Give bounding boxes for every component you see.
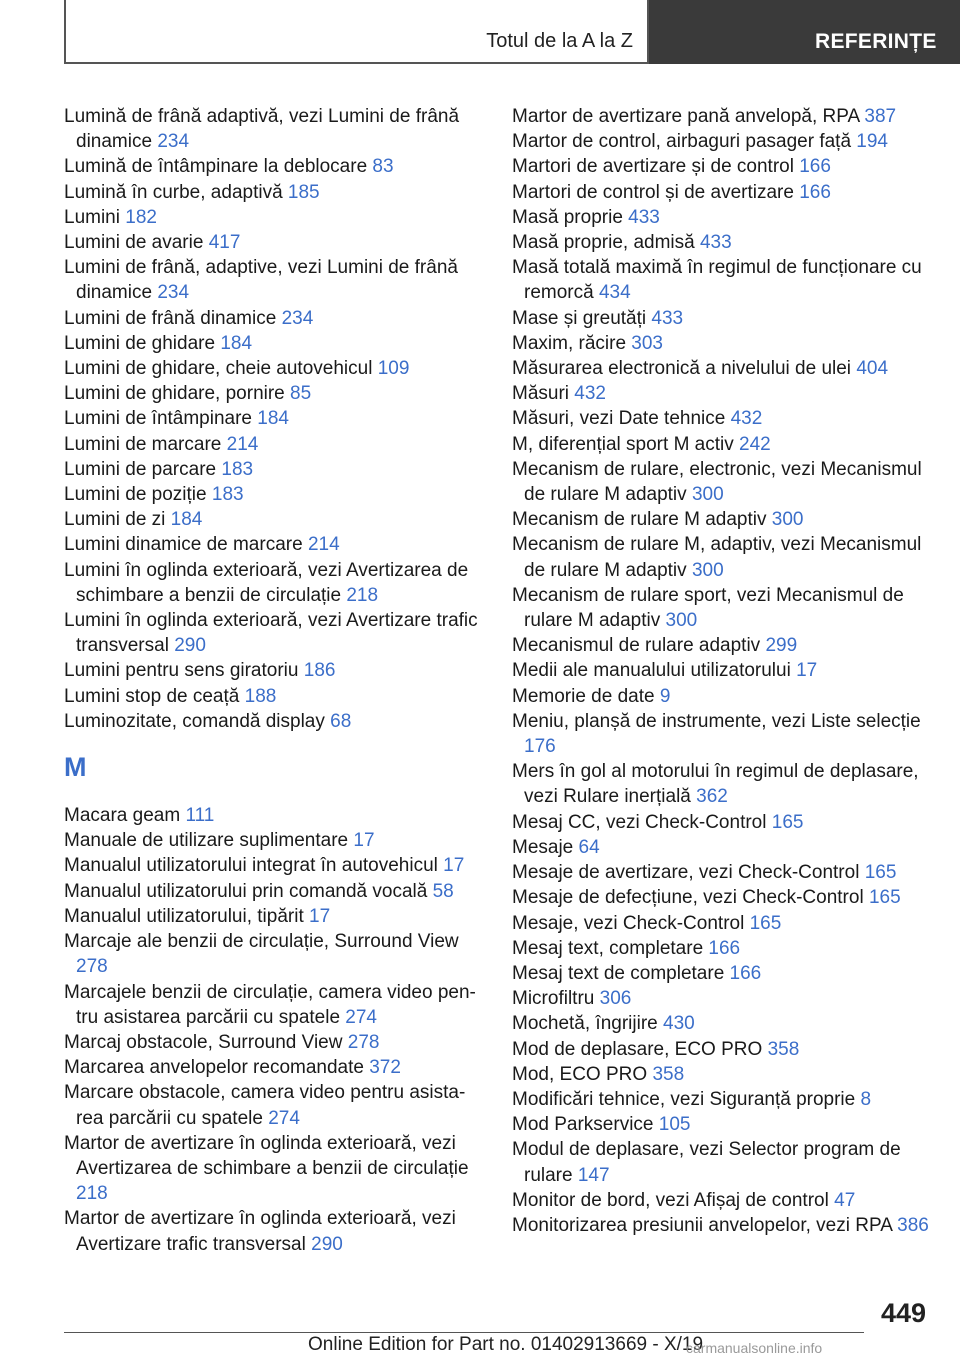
index-entry (64, 1080, 484, 1130)
index-entry (512, 961, 932, 986)
page-link[interactable]: 278 (347, 1031, 380, 1053)
page-link[interactable]: 184 (170, 509, 203, 531)
index-entry (512, 885, 932, 910)
entry-text: Masă proprie (512, 206, 623, 228)
footer-edition: Online Edition for Part no. 01402913669 - X/19 (308, 1334, 704, 1355)
entry-text: Microfiltru (512, 988, 595, 1010)
index-entry (512, 911, 932, 936)
index-entry (64, 457, 484, 482)
entry-text: M, diferențial sport M activ (512, 433, 734, 455)
index-entry (64, 1055, 484, 1080)
entry-text: Lumini de poziție (64, 484, 207, 506)
index-entry (512, 255, 932, 305)
index-entry (64, 356, 484, 381)
entry-text: Lumini (64, 206, 120, 228)
index-column-right (512, 104, 932, 1238)
entry-text: Mochetă, îngrijire (512, 1013, 658, 1035)
page-link[interactable]: 430 (663, 1013, 695, 1035)
page-link[interactable]: 404 (856, 358, 889, 380)
entry-text: Mecanism de rulare M, adaptiv, vezi Mecanismul de rulare M adaptiv (512, 534, 922, 581)
entry-text: Masă proprie, admisă (512, 232, 695, 254)
entry-text: Lumini în oglinda exterioară, vezi Avertizarea de schimbare a benzii de circulație (64, 559, 469, 606)
index-entry (64, 180, 484, 205)
index-entry (512, 810, 932, 835)
page-link[interactable]: 165 (868, 887, 901, 909)
index-list-m (64, 803, 484, 1257)
entry-text: Mesaje de defecțiune, vezi Check-Control (512, 887, 864, 909)
entry-text: Masă totală maximă în regimul de funcționare cu remorcă (512, 257, 922, 304)
page-link[interactable]: 290 (311, 1233, 343, 1255)
page-link[interactable]: 300 (691, 559, 724, 581)
entry-text: Lumini stop de ceață (64, 685, 240, 707)
entry-text: Manualul utilizatorului, tipărit (64, 905, 304, 927)
index-entry (64, 828, 484, 853)
index-entry (512, 1137, 932, 1187)
index-entry (512, 457, 932, 507)
entry-text: Lumină de frână adaptivă, vezi Lumini de frână dinamice (64, 106, 460, 153)
entry-text: Manuale de utilizare suplimentare (64, 830, 349, 852)
index-entry (512, 1213, 932, 1238)
index-entry (512, 406, 932, 431)
index-entry (512, 1112, 932, 1137)
index-entry (512, 507, 932, 532)
page-link[interactable]: 372 (369, 1057, 401, 1079)
index-entry (64, 904, 484, 929)
entry-text: Macara geam (64, 805, 181, 827)
entry-text: Martor de avertizare în oglinda exterioară, vezi Avertizarea de schimbare a benzii de circulație (64, 1132, 469, 1179)
page-link[interactable]: 47 (834, 1189, 856, 1211)
entry-text: Marcare obstacole, camera video pentru asistarea parcării cu spatele (64, 1082, 466, 1129)
entry-text: Mecanismul de rulare adaptiv (512, 635, 761, 657)
index-entry (64, 255, 484, 305)
entry-text: Lumini de frână dinamice (64, 307, 277, 329)
entry-text: Meniu, planșă de instrumente, vezi Liste selecție (512, 710, 921, 732)
entry-text: Mecanism de rulare M adaptiv (512, 509, 767, 531)
index-entry (512, 860, 932, 885)
index-entry (64, 803, 484, 828)
page-link[interactable]: 58 (432, 880, 454, 902)
header-section-title: Totul de la A la Z (486, 30, 633, 52)
page-link[interactable]: 9 (659, 685, 671, 707)
index-entry (64, 154, 484, 179)
index-column-left (64, 104, 484, 1257)
entry-text: Măsuri, vezi Date tehnice (512, 408, 726, 430)
entry-text: Marcarea anvelopelor recomandate (64, 1057, 364, 1079)
page-link[interactable]: 165 (749, 912, 782, 934)
page-link[interactable]: 434 (598, 282, 631, 304)
page-link[interactable]: 290 (174, 635, 206, 657)
entry-text: Memorie de date (512, 685, 655, 707)
page-link[interactable]: 109 (377, 358, 410, 380)
entry-text: Lumină de întâmpinare la deblocare (64, 156, 368, 178)
page-link[interactable]: 17 (353, 830, 375, 852)
page-link[interactable]: 182 (125, 206, 157, 228)
page-link[interactable]: 194 (856, 131, 888, 153)
header-chapter-title: REFERINȚE (815, 30, 937, 53)
page-link[interactable]: 147 (577, 1164, 610, 1186)
index-entry (512, 684, 932, 709)
index-entry (64, 1206, 484, 1256)
entry-text: Măsurarea electronică a nivelului de ulei (512, 358, 852, 380)
page-link[interactable]: 386 (897, 1214, 929, 1236)
entry-text: Mesaj text, completare (512, 937, 704, 959)
page-link[interactable]: 185 (287, 181, 320, 203)
index-entry (512, 129, 932, 154)
page-link[interactable]: 432 (574, 383, 606, 405)
index-entry (512, 532, 932, 582)
page-link[interactable]: 274 (345, 1006, 377, 1028)
page-link[interactable]: 432 (730, 408, 763, 430)
index-entry (64, 853, 484, 878)
index-list-m-continued (512, 104, 932, 1238)
page-link[interactable]: 184 (220, 332, 253, 354)
entry-text: Martori de avertizare și de control (512, 156, 794, 178)
index-entry (512, 1062, 932, 1087)
entry-text: Marcajele benzii de circulație, camera video pentru asistarea parcării cu spatele (64, 981, 476, 1028)
index-entry (64, 980, 484, 1030)
entry-text: Monitor de bord, vezi Afișaj de control (512, 1189, 829, 1211)
entry-text: Medii ale manualului utilizatorului (512, 660, 791, 682)
entry-text: Marcaj obstacole, Surround View (64, 1031, 343, 1053)
entry-text: Lumini dinamice de marcare (64, 534, 303, 556)
entry-text: Lumini de frână, adaptive, vezi Lumini de frână dinamice (64, 257, 458, 304)
entry-text: Martor de control, airbaguri pasager față (512, 131, 852, 153)
entry-text: Mase și greutăți (512, 307, 647, 329)
page-number: 449 (880, 1298, 926, 1328)
entry-text: Martori de control și de avertizare (512, 181, 794, 203)
entry-text: Lumini de întâmpinare (64, 408, 252, 430)
index-entry (512, 104, 932, 129)
footer-logo: carmanualsonline.info (686, 1340, 823, 1356)
page-link[interactable]: 433 (651, 307, 684, 329)
index-entry (512, 583, 932, 633)
page-link[interactable]: 433 (699, 232, 732, 254)
index-entry (512, 230, 932, 255)
page-link[interactable]: 17 (796, 660, 818, 682)
index-entry (64, 558, 484, 608)
page-link[interactable]: 234 (157, 131, 190, 153)
index-entry (512, 1037, 932, 1062)
entry-text: Mesaje de avertizare, vezi Check-Control (512, 862, 860, 884)
header-chapter-tab (649, 0, 960, 64)
footer-divider (64, 1332, 864, 1333)
index-entry (512, 1188, 932, 1213)
page-link[interactable]: 176 (524, 736, 556, 758)
entry-text: Lumini de ghidare, pornire (64, 383, 285, 405)
index-entry (64, 684, 484, 709)
page-link[interactable]: 387 (864, 106, 897, 127)
index-entry (64, 432, 484, 457)
index-entry (64, 1131, 484, 1207)
page-link[interactable]: 165 (864, 862, 897, 884)
entry-text: Martor de avertizare pană anvelopă, RPA (512, 106, 860, 127)
entry-text: Modul de deplasare, vezi Selector program de rulare (512, 1139, 901, 1186)
page-link[interactable]: 214 (226, 433, 259, 455)
index-entry (512, 835, 932, 860)
page-link[interactable]: 17 (309, 905, 331, 927)
page-link[interactable]: 274 (268, 1107, 300, 1129)
page-link[interactable]: 64 (578, 836, 600, 858)
entry-text: Luminozitate, comandă display (64, 710, 325, 732)
index-entry (64, 879, 484, 904)
entry-text: Mod, ECO PRO (512, 1063, 648, 1085)
page-link[interactable]: 358 (652, 1063, 685, 1085)
entry-text: Maxim, răcire (512, 332, 627, 354)
page-link[interactable]: 214 (307, 534, 340, 556)
entry-text: Lumini de marcare (64, 433, 222, 455)
page-link[interactable]: 362 (696, 786, 728, 808)
entry-text: Lumini de ghidare (64, 332, 216, 354)
index-entry (512, 936, 932, 961)
entry-text: Manualul utilizatorului integrat în autovehicul (64, 855, 438, 877)
index-entry (64, 381, 484, 406)
page-link[interactable]: 300 (665, 610, 698, 632)
index-entry (512, 633, 932, 658)
index-entry (64, 507, 484, 532)
page-link[interactable]: 17 (443, 855, 465, 877)
page-link[interactable]: 111 (185, 805, 215, 827)
page-link[interactable]: 234 (157, 282, 190, 304)
entry-text: Lumini de parcare (64, 458, 217, 480)
entry-text: Măsuri (512, 383, 570, 405)
entry-text: Mod de deplasare, ECO PRO (512, 1038, 763, 1060)
index-entry (64, 1030, 484, 1055)
page-link[interactable]: 303 (631, 332, 663, 354)
entry-text: Mesaj CC, vezi Check-Control (512, 811, 767, 833)
page-link[interactable]: 166 (799, 181, 831, 203)
page-link[interactable]: 417 (208, 232, 241, 254)
page-link[interactable]: 8 (860, 1088, 872, 1110)
index-entry (512, 1011, 932, 1036)
index-entry (64, 205, 484, 230)
page-link[interactable]: 278 (76, 956, 108, 978)
index-entry (64, 709, 484, 734)
page-link[interactable]: 299 (765, 635, 798, 657)
entry-text: Monitorizarea presiunii anvelopelor, vezi RPA (512, 1214, 892, 1236)
entry-text: Manualul utilizatorului prin comandă vocală (64, 880, 428, 902)
index-entry (64, 230, 484, 255)
entry-text: Modificări tehnice, vezi Siguranță proprie (512, 1088, 856, 1110)
index-entry (512, 986, 932, 1011)
entry-text: Mesaj text de completare (512, 962, 725, 984)
page-link[interactable]: 166 (729, 962, 762, 984)
index-entry (512, 709, 932, 759)
page-link[interactable]: 186 (303, 660, 336, 682)
section-letter: M (64, 752, 87, 783)
index-entry (512, 356, 932, 381)
page-link[interactable]: 183 (221, 458, 254, 480)
page-link[interactable]: 218 (76, 1183, 108, 1205)
index-entry (512, 205, 932, 230)
entry-text: Mesaje (512, 836, 574, 858)
page-link[interactable]: 218 (346, 584, 379, 606)
page-link[interactable]: 165 (771, 811, 804, 833)
entry-text: Lumini pentru sens giratoriu (64, 660, 299, 682)
page-link[interactable]: 433 (628, 206, 660, 228)
header-section-tab (64, 0, 649, 64)
entry-text: Mesaje, vezi Check-Control (512, 912, 745, 934)
page-link[interactable]: 83 (372, 156, 394, 178)
page-link[interactable]: 306 (599, 988, 632, 1010)
index-entry (512, 1087, 932, 1112)
index-entry (64, 306, 484, 331)
index-list-l (64, 104, 484, 734)
entry-text: Mecanism de rulare sport, vezi Mecanismul de rulare M adaptiv (512, 584, 904, 632)
index-entry (64, 104, 484, 154)
index-entry (512, 658, 932, 683)
page-link[interactable]: 183 (211, 484, 244, 506)
index-entry (512, 432, 932, 457)
entry-text: Lumini de ghidare, cheie autovehicul (64, 358, 373, 380)
entry-text: Lumină în curbe, adaptivă (64, 181, 283, 203)
page-link[interactable]: 166 (708, 937, 741, 959)
page-link[interactable]: 85 (290, 383, 312, 405)
page-link[interactable]: 105 (658, 1114, 691, 1136)
page-link[interactable]: 358 (767, 1038, 800, 1060)
entry-text: Lumini de zi (64, 509, 166, 531)
index-entry (64, 929, 484, 979)
index-entry (64, 608, 484, 658)
index-entry (512, 381, 932, 406)
index-entry (512, 154, 932, 179)
page-link[interactable]: 166 (799, 156, 831, 178)
entry-text: Lumini în oglinda exterioară, vezi Avertizare trafic transversal (64, 610, 478, 657)
entry-text: Mecanism de rulare, electronic, vezi Mecanismul de rulare M adaptiv (512, 458, 922, 506)
entry-text: Martor de avertizare în oglinda exterioară, vezi Avertizare trafic transversal (64, 1208, 456, 1255)
index-entry (512, 759, 932, 809)
index-entry (512, 306, 932, 331)
page-link[interactable]: 68 (330, 710, 352, 732)
entry-text: Lumini de avarie (64, 232, 204, 254)
page-link[interactable]: 188 (244, 685, 277, 707)
page-link[interactable]: 234 (281, 307, 314, 329)
page-link[interactable]: 242 (739, 433, 771, 455)
index-entry (64, 406, 484, 431)
index-entry (64, 482, 484, 507)
index-entry (64, 532, 484, 557)
index-entry (64, 331, 484, 356)
index-entry (512, 331, 932, 356)
page-link[interactable]: 184 (257, 408, 289, 430)
entry-text: Mers în gol al motorului în regimul de deplasare, vezi Rulare inerțială (512, 761, 919, 808)
index-entry (64, 658, 484, 683)
entry-text: Mod Parkservice (512, 1114, 654, 1136)
index-entry (512, 180, 932, 205)
page-link[interactable]: 300 (771, 509, 804, 531)
page-link[interactable]: 300 (691, 484, 724, 506)
entry-text: Marcaje ale benzii de circulație, Surround View (64, 931, 459, 953)
